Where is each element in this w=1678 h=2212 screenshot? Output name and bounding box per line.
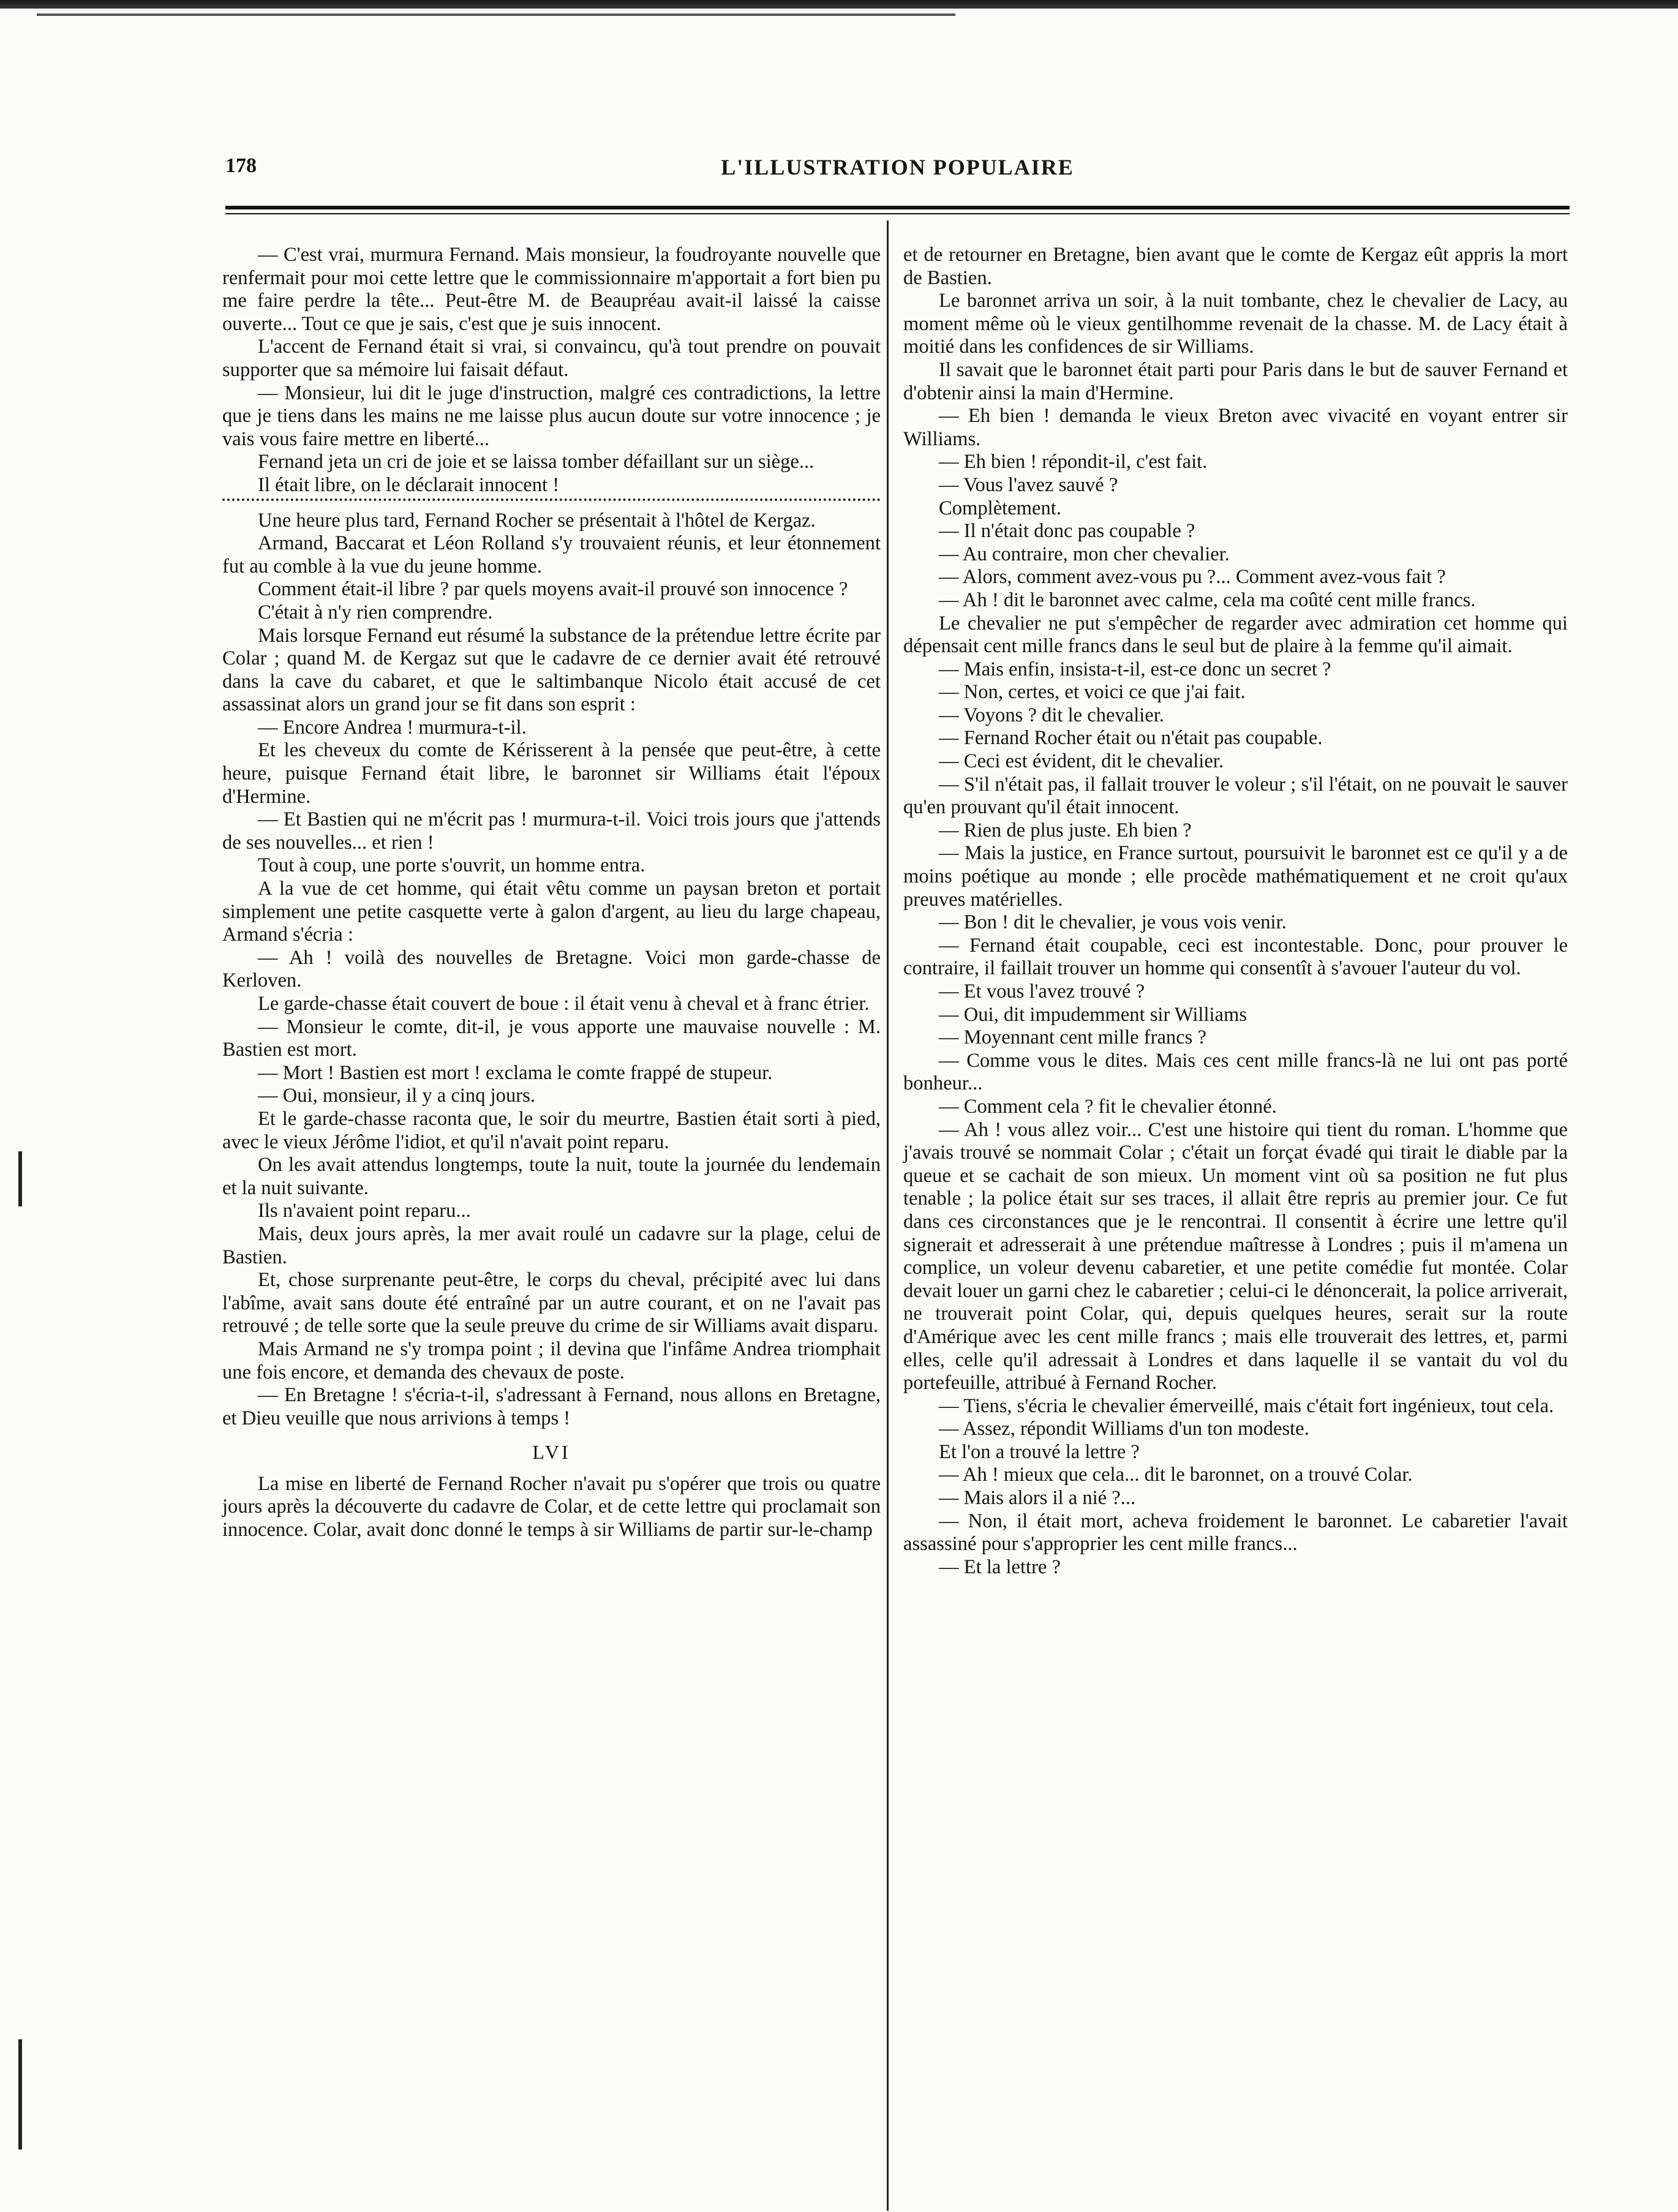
paragraph: Complètement. xyxy=(939,497,1061,519)
paragraph: L'accent de Fernand était si vrai, si convaincu, qu'à tout prendre on pouvait supporter que sa mémoire lui faisait défaut. xyxy=(222,336,881,381)
header-rule-thin xyxy=(225,213,1570,214)
paragraph: Le chevalier ne put s'empêcher de regarder avec admiration cet homme qui dépensait cent mille francs dans le seul but de plaire à la femme qu'il aimait. xyxy=(903,612,1568,658)
scan-border-top xyxy=(0,0,1678,9)
left-section-c xyxy=(222,1473,881,1542)
page-number: 178 xyxy=(225,154,257,177)
paragraph: — Mais enfin, insista-t-il, est-ce donc un secret ? xyxy=(939,658,1331,680)
paragraph: Fernand jeta un cri de joie et se laissa tomber défaillant sur un siège... xyxy=(258,451,815,473)
paragraph: Une heure plus tard, Fernand Rocher se présentait à l'hôtel de Kergaz. xyxy=(258,509,816,532)
paragraph: Il était libre, on le déclarait innocent ! xyxy=(258,473,560,496)
paragraph: — Au contraire, mon cher chevalier. xyxy=(939,543,1230,565)
right-column xyxy=(903,244,1568,1579)
paragraph: Et les cheveux du comte de Kérisserent à la pensée que peut-être, à cette heure, puisque Fernand était libre, le baronnet sir Williams était l'époux d'Hermine. xyxy=(222,739,881,808)
paragraph-continued: et de retourner en Bretagne, bien avant que le comte de Kergaz eût appris la mort de Bastien. xyxy=(903,244,1568,289)
paragraph: — Oui, dit impudemment sir Williams xyxy=(939,1003,1247,1026)
paragraph: — Assez, répondit Williams d'un ton modeste. xyxy=(939,1418,1309,1440)
paragraph: La mise en liberté de Fernand Rocher n'avait pu s'opérer que trois ou quatre jours après la découverte du cadavre de Colar, et de cette lettre qui proclamait son innocence. Colar, avait donc donné le temps à sir Williams de partir sur-le-champ xyxy=(222,1472,881,1541)
paragraph: C'était à n'y rien comprendre. xyxy=(258,601,493,623)
paragraph: — Non, certes, et voici ce que j'ai fait. xyxy=(939,681,1246,704)
left-column xyxy=(222,244,881,1542)
scan-margin-mark xyxy=(18,2039,22,2150)
paragraph: Tout à coup, une porte s'ouvrit, un homme entra. xyxy=(258,854,645,877)
paragraph: — Bon ! dit le chevalier, je vous vois venir. xyxy=(939,911,1287,934)
paragraph: — Mais la justice, en France surtout, poursuivit le baronnet est ce qu'il y a de moins poétique au monde ; elle procède mathématiquement et ne croit qu'aux preuves matérielles. xyxy=(903,842,1568,911)
paragraph: — Il n'était donc pas coupable ? xyxy=(939,520,1195,543)
paragraph: — Comme vous le dites. Mais ces cent mille francs-là ne lui ont pas porté bonheur... xyxy=(903,1049,1568,1095)
paragraph: Mais lorsque Fernand eut résumé la substance de la prétendue lettre écrite par Colar ; quand M. de Kergaz sut que le cadavre de ce dernier avait été retrouvé dans la cave du cabaret, et que le saltimbanque Nicolo était accusé de cet assassinat alors un grand jour se fit dans son esprit : xyxy=(222,624,881,716)
running-header xyxy=(225,154,1570,185)
paragraph: — Et la lettre ? xyxy=(939,1556,1061,1578)
left-section-a xyxy=(222,244,881,497)
paragraph: — Fernand Rocher était ou n'était pas coupable. xyxy=(939,727,1323,750)
paragraph: — Et vous l'avez trouvé ? xyxy=(939,980,1145,1003)
paragraph: — Tiens, s'écria le chevalier émerveillé, mais c'était fort ingénieux, tout cela. xyxy=(939,1394,1554,1417)
paragraph: Comment était-il libre ? par quels moyens avait-il prouvé son innocence ? xyxy=(258,578,848,601)
paragraph: — Ceci est évident, dit le chevalier. xyxy=(939,750,1224,773)
paragraph: Et le garde-chasse raconta que, le soir du meurtre, Bastien était sorti à pied, avec le vieux Jérôme l'idiot, et qu'il n'avait point reparu. xyxy=(222,1107,881,1153)
header-rule-thick xyxy=(225,206,1570,209)
paragraph: — Encore Andrea ! murmura-t-il. xyxy=(258,716,527,739)
scan-margin-mark xyxy=(18,1151,22,1206)
paragraph: A la vue de cet homme, qui était vêtu comme un paysan breton et portait simplement une petite casquette verte à galon d'argent, au lieu du large chapeau, Armand s'écria : xyxy=(222,878,881,946)
paragraph: Ils n'avaient point reparu... xyxy=(258,1200,471,1222)
paragraph: — Alors, comment avez-vous pu ?... Comment avez-vous fait ? xyxy=(939,566,1446,589)
paragraph: Il savait que le baronnet était parti pour Paris dans le but de sauver Fernand et d'obtenir ainsi la main d'Hermine. xyxy=(903,358,1568,404)
paragraph: — S'il n'était pas, il fallait trouver le voleur ; s'il l'était, on ne pouvait le sauver qu'en prouvant qu'il était innocent. xyxy=(903,773,1568,819)
paragraph: Et l'on a trouvé la lettre ? xyxy=(939,1440,1140,1463)
paragraph: Armand, Baccarat et Léon Rolland s'y trouvaient réunis, et leur étonnement fut au comble à la vue du jeune homme. xyxy=(222,532,881,577)
paragraph: — Monsieur, lui dit le juge d'instruction, malgré ces contradictions, la lettre que je tiens dans les mains ne me laisse plus aucun doute sur votre innocence ; je vais vous faire mettre en liberté... xyxy=(222,382,881,450)
paragraph: Mais, deux jours après, la mer avait roulé un cadavre sur la plage, celui de Bastien. xyxy=(222,1222,881,1268)
paragraph: — Eh bien ! répondit-il, c'est fait. xyxy=(939,451,1208,473)
scan-border-line xyxy=(37,13,955,16)
paragraph: — Rien de plus juste. Eh bien ? xyxy=(939,819,1192,841)
paragraph: — Ah ! mieux que cela... dit le baronnet, on a trouvé Colar. xyxy=(939,1464,1413,1486)
paragraph: — Ah ! vous allez voir... C'est une histoire qui tient du roman. L'homme que j'avais trouvé se nommait Colar ; c'était un forçat évadé qui tirait le diable par la queue et se cachait de son mieux. Un moment vint où sa position ne fut plus tenable ; la police était sur ses traces, il allait être repris au premier jour. Ce fut dans ces circonstances que je le rencontrai. Il consentit à écrire une lettre qu'il signerait et adresserait à une prétendue maîtresse à Londres ; puis il m'amena un complice, un voleur devenu cabaretier, et une petite comédie fut montée. Colar devait louer un garni chez le cabaretier ; celui-ci le dénoncerait, la police arriverait, ne trouverait point Colar, qui, depuis quelques heures, serait sur la route d'Amérique avec les cent mille francs ; mais elle trouverait des lettres, et, parmi elles, celle qu'il adressait à Londres et dans laquelle il se vantait du vol du portefeuille, attribué à Fernand Rocher. xyxy=(903,1118,1568,1394)
paragraph: — Non, il était mort, acheva froidement le baronnet. Le cabaretier l'avait assassiné pour s'approprier les cent mille francs... xyxy=(903,1510,1568,1556)
paragraph: — Moyennant cent mille francs ? xyxy=(939,1026,1206,1049)
paragraph: — En Bretagne ! s'écria-t-il, s'adressant à Fernand, nous allons en Bretagne, et Dieu veuille que nous arrivions à temps ! xyxy=(222,1384,881,1429)
paragraph: — Mais alors il a nié ?... xyxy=(939,1487,1136,1510)
paragraph: — Comment cela ? fit le chevalier étonné. xyxy=(939,1095,1277,1118)
journal-title: L'ILLUSTRATION POPULAIRE xyxy=(721,155,1074,179)
paragraph: — Eh bien ! demanda le vieux Breton avec vivacité en voyant entrer sir Williams. xyxy=(903,405,1568,450)
paragraph: On les avait attendus longtemps, toute la nuit, toute la journée du lendemain et la nuit suivante. xyxy=(222,1154,881,1199)
paragraph: — Voyons ? dit le chevalier. xyxy=(939,704,1164,726)
section-separator-dots xyxy=(222,498,881,507)
paragraph: — Mort ! Bastien est mort ! exclama le comte frappé de stupeur. xyxy=(258,1061,773,1084)
column-divider xyxy=(887,220,889,2211)
paragraph: — Oui, monsieur, il y a cinq jours. xyxy=(258,1085,535,1107)
paragraph: — C'est vrai, murmura Fernand. Mais monsieur, la foudroyante nouvelle que renfermait pour moi cette lettre que le commissionnaire m'apportait a fort bien pu me faire perdre la tête... Peut-être M. de Beaupréau avait-il laissé la caisse ouverte... Tout ce que je sais, c'est que je suis innocent. xyxy=(222,244,881,335)
paragraph: — Vous l'avez sauvé ? xyxy=(939,473,1118,496)
paragraph: Le garde-chasse était couvert de boue : il était venu à cheval et à franc étrier. xyxy=(258,993,870,1015)
paragraph: — Monsieur le comte, dit-il, je vous apporte une mauvaise nouvelle : M. Bastien est mort. xyxy=(222,1015,881,1061)
paragraph: — Et Bastien qui ne m'écrit pas ! murmura-t-il. Voici trois jours que j'attends de ses nouvelles... et rien ! xyxy=(222,808,881,854)
paragraph: — Ah ! dit le baronnet avec calme, cela ma coûté cent mille francs. xyxy=(939,589,1476,611)
paragraph: Et, chose surprenante peut-être, le corps du cheval, précipité avec lui dans l'abîme, avait sans doute été entraîné par un autre courant, et on ne l'avait pas retrouvé ; de telle sorte que la seule preuve du crime de sir Williams avait disparu. xyxy=(222,1269,881,1337)
paragraph: — Ah ! voilà des nouvelles de Bretagne. Voici mon garde-chasse de Kerloven. xyxy=(222,946,881,992)
left-section-b xyxy=(222,510,881,1431)
paragraph: — Fernand était coupable, ceci est incontestable. Donc, pour prouver le contraire, il faillait trouver un homme qui consentît à s'avouer l'auteur du vol. xyxy=(903,934,1568,980)
paragraph: Mais Armand ne s'y trompa point ; il devina que l'infâme Andrea triomphait une fois encore, et demanda des chevaux de poste. xyxy=(222,1337,881,1383)
chapter-heading: LVI xyxy=(532,1441,571,1464)
paragraph: Le baronnet arriva un soir, à la nuit tombante, chez le chevalier de Lacy, au moment même où le vieux gentilhomme revenait de la chasse. M. de Lacy était à moitié dans les confidences de sir Williams. xyxy=(903,290,1568,358)
